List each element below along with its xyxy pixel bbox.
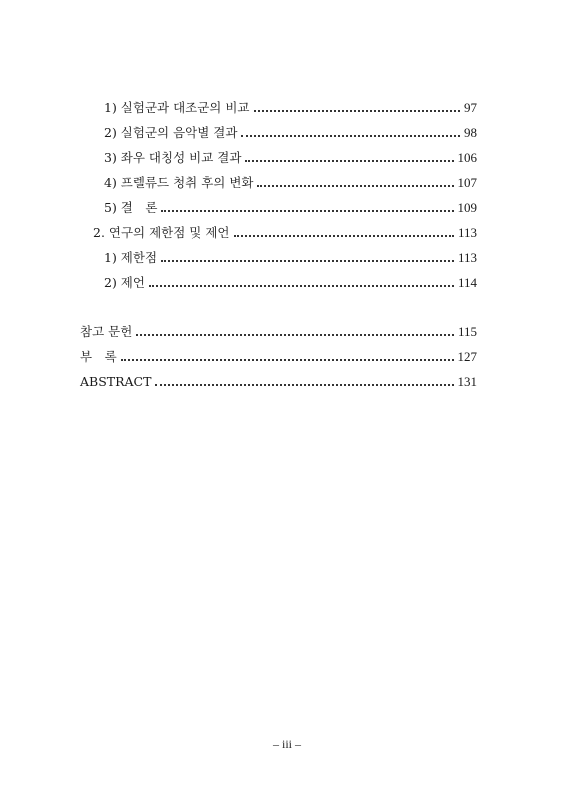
toc-dot-leader — [121, 359, 454, 361]
toc-entry — [104, 199, 477, 217]
toc-entry-page: 127 — [457, 349, 477, 364]
toc-entry — [104, 249, 477, 267]
toc-entry-title: 3) 좌우 대칭성 비교 결과 — [104, 150, 242, 165]
toc-entry-title: 2) 실험군의 음악별 결과 — [104, 125, 238, 140]
toc-entry-page: 107 — [457, 175, 477, 190]
toc-dot-leader — [161, 260, 454, 262]
toc-entry-title: 1) 실험군과 대조군의 비교 — [104, 100, 250, 115]
toc-entry — [104, 174, 477, 192]
toc-entry-page: 115 — [457, 324, 477, 339]
toc-entry-title: 1) 제한점 — [104, 250, 158, 265]
toc-dot-leader — [161, 210, 453, 212]
toc-entry-title: 참고 문헌 — [80, 324, 133, 339]
toc-dot-leader — [149, 285, 454, 287]
toc-dot-leader — [234, 235, 454, 237]
toc-dot-leader — [257, 185, 453, 187]
toc-entry — [93, 224, 477, 242]
toc-entry-title: 2) 제언 — [104, 275, 145, 290]
toc-dot-leader — [245, 160, 453, 162]
toc-entry — [104, 124, 477, 142]
toc-entry-title: 5) 결 론 — [104, 200, 158, 215]
toc-dot-leader — [155, 384, 453, 386]
toc-entry-title: 4) 프렐류드 청취 후의 변화 — [104, 175, 254, 190]
toc-entry-page: 113 — [457, 225, 477, 240]
toc-entry-title: ABSTRACT — [80, 374, 152, 389]
toc-entry-title: 부 록 — [80, 349, 117, 364]
toc-dot-leader — [136, 334, 454, 336]
toc-entry — [80, 373, 477, 391]
toc-entry — [80, 323, 477, 341]
toc-entry-page: 113 — [457, 250, 477, 265]
page-number: – iii – — [272, 737, 301, 751]
toc-entry-page: 98 — [464, 125, 477, 140]
toc-entry-page: 114 — [457, 275, 477, 290]
toc-dot-leader — [241, 135, 460, 137]
toc-dot-leader — [254, 110, 460, 112]
toc-entry-page: 97 — [464, 100, 477, 115]
toc-entry-page: 106 — [457, 150, 477, 165]
toc-entry-title: 2. 연구의 제한점 및 제언 — [93, 225, 230, 240]
toc-entry — [104, 149, 477, 167]
toc-entry — [80, 348, 477, 366]
toc-entry — [104, 274, 477, 292]
toc-entry-page: 109 — [457, 200, 477, 215]
toc-entry — [104, 99, 477, 117]
toc-entry-page: 131 — [457, 374, 477, 389]
